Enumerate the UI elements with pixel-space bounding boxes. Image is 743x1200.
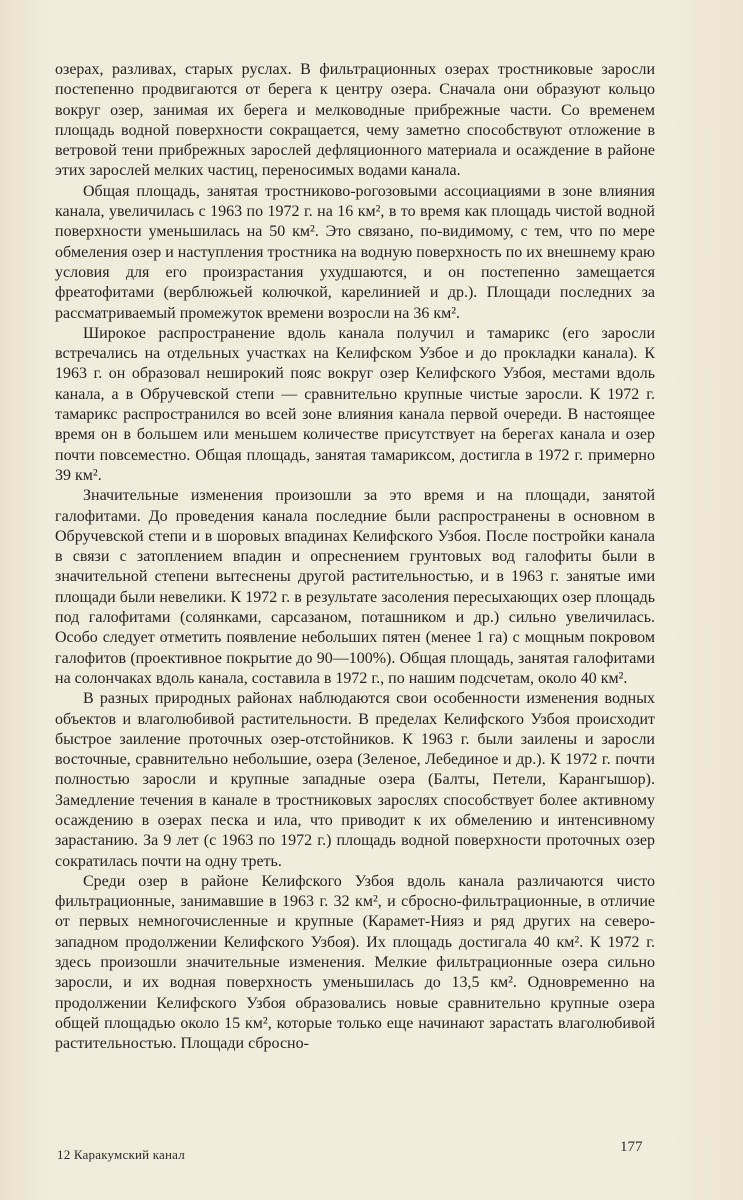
body-text (55, 60, 655, 1055)
paragraph-3: Широкое распространение вдоль канала получил и тамарикс (его заросли встречались на отдельных участках на Келифском Узбое и до прокладки канала). К 1963 г. он образовал неширокий пояс вокруг озер Келифского Узбоя, местами вдоль канала, а в Обручевской степи — сравнительно крупные чистые заросли. К 1972 г. тамарикс распространился во всей зоне влияния канала первой очереди. В настоящее время он в большем или меньшем количестве присутствует на берегах канала и озер почти повсеместно. Общая площадь, занятая тамариксом, достигла в 1972 г. примерно 39 км². (55, 324, 655, 484)
signature-mark: 12 Каракумский канал (57, 1147, 185, 1162)
paragraph-6: Среди озер в районе Келифского Узбоя вдоль канала различаются чисто фильтрационные, занимавшие в 1963 г. 32 км², и сбросно-фильтрационные, в отличие от первых немногочисленные и крупные (Карамет-Нияз и ряд других на северо-западном продолжении Келифского Узбоя). Их площадь достигала 40 км². К 1972 г. здесь произошли значительные изменения. Мелкие фильтрационные озера сильно заросли, и их водная поверхность уменьшилась до 13,5 км². Одновременно на продолжении Келифского Узбоя образовались новые сравнительно крупные озера общей площадью около 15 км², которые только еще начинают зарастать влаголюбивой растительностью. Площади сбросно- (55, 872, 655, 1053)
paragraph-1: озерах, разливах, старых руслах. В фильтрационных озерах тростниковые заросли постепенно продвигаются от берега к центру озера. Сначала они образуют кольцо вокруг озер, занимая их берега и мелководные прибрежные части. Со временем площадь водной поверхности сокращается, чему заметно способствуют отложение в ветровой тени прибрежных зарослей дефляционного материала и осаждение в районе этих зарослей мелких частиц, переносимых водами канала. (55, 61, 655, 180)
paragraph-2: Общая площадь, занятая тростниково-рогозовыми ассоциациями в зоне влияния канала, увеличилась с 1963 по 1972 г. на 16 км², в то время как площадь чистой водной поверхности уменьшилась на 50 км². Это связано, по-видимому, с тем, что по мере обмеления озер и наступления тростника на водную поверхность по их внешнему краю условия для его произрастания ухудшаются, и он постепенно замещается фреатофитами (верблюжьей колючкой, карелинией и др.). Площади последних за рассматриваемый промежуток времени возросли на 36 км². (55, 182, 655, 322)
page-number: 177 (620, 1139, 643, 1155)
paragraph-5: В разных природных районах наблюдаются свои особенности изменения водных объектов и влаголюбивой растительности. В пределах Келифского Узбоя происходит быстрое заиление проточных озер-отстойников. К 1963 г. были заилены и заросли восточные, сравнительно небольшие, озера (Зеленое, Лебединое и др.). К 1972 г. почти полностью заросли и крупные западные озера (Балты, Петели, Карангышор). Замедление течения в канале в тростниковых зарослях способствует более активному осаждению в озерах песка и ила, что приводит к их обмелению и интенсивному зарастанию. За 9 лет (с 1963 по 1972 г.) площадь водной поверхности проточных озер сократилась почти на одну треть. (55, 690, 655, 870)
paragraph-4: Значительные изменения произошли за это время и на площади, занятой галофитами. До проведения канала последние были распространены в основном в Обручевской степи и в шоровых впадинах Келифского Узбоя. После постройки канала в связи с затоплением впадин и опреснением грунтовых вод галофиты были в значительной степени вытеснены другой растительностью, и в 1963 г. занятые ими площади были невелики. К 1972 г. в результате засоления пересыхающих озер площадь под галофитами (солянками, сарсазаном, поташником и др.) сильно увеличилась. Особо следует отметить появление небольших пятен (менее 1 га) с мощным покровом галофитов (проективное покрытие до 90—100%). Общая площадь, занятая галофитами на солончаках вдоль канала, составила в 1972 г., по нашим подсчетам, около 40 км². (55, 487, 655, 687)
